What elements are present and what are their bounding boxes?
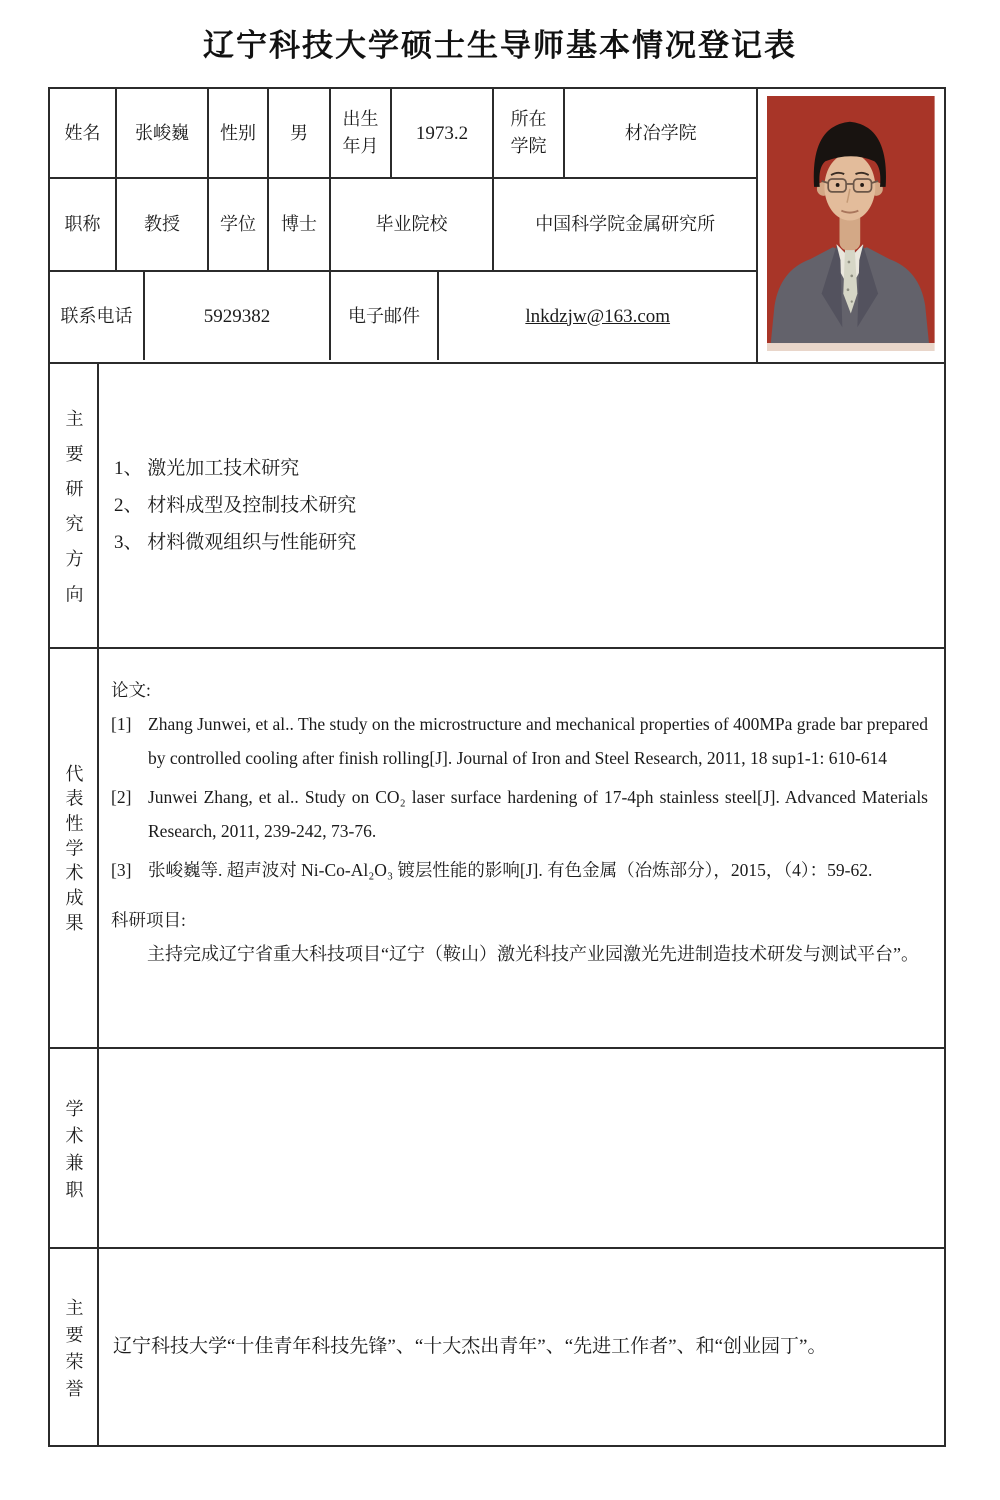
email-label: 电子邮件	[331, 272, 439, 360]
projects-heading: 科研项目:	[111, 910, 186, 930]
college-value: 材冶学院	[624, 122, 697, 143]
main-honors-content	[99, 1249, 944, 1445]
gender-label: 性别	[209, 89, 269, 177]
degree-value: 博士	[269, 179, 331, 270]
honors-text: 辽宁科技大学“十佳青年科技先锋”、“十大杰出青年”、“先进工作者”、和“创业园丁”。	[113, 1336, 827, 1357]
academic-positions-label: 学术兼职	[50, 1049, 99, 1247]
name-label: 姓名	[50, 89, 117, 177]
basic-info-block	[50, 89, 944, 364]
face-shape	[825, 153, 876, 220]
paper-item	[111, 853, 928, 887]
birth-label: 出生年月	[331, 89, 392, 177]
project-text: 主持完成辽宁省重大科技项目“辽宁（鞍山）激光科技产业园激光先进制造技术研发与测试平台”。	[147, 944, 919, 964]
section-academic-achievements	[50, 649, 944, 1049]
basic-info-rows	[50, 89, 758, 362]
row-phone-email	[50, 272, 756, 360]
birth-value: 1973.2	[392, 89, 494, 177]
paper-text: Zhang Junwei, et al.. The study on the microstructure and mechanical properties of 400MPa grade bar prepared by controlled cooling after finish rolling[J]. Journal of Iron and Steel Research, 2011, 18 sup1-1: 610-614	[148, 714, 928, 768]
alma-mater-value: 中国科学院金属研究所	[535, 214, 716, 234]
papers-heading: 论文:	[111, 680, 151, 700]
registration-form-table	[48, 87, 946, 1447]
row-title-degree-school	[50, 179, 756, 272]
paper-marker: [1]	[111, 714, 132, 734]
section-academic-positions	[50, 1049, 944, 1249]
photo-cell	[758, 89, 944, 362]
alma-mater-label: 毕业院校	[331, 179, 494, 270]
paper-item	[111, 707, 928, 775]
section-main-honors	[50, 1249, 944, 1445]
research-item: 1、 激光加工技术研究	[114, 458, 300, 479]
academic-positions-content	[99, 1049, 944, 1247]
prof-title-value: 教授	[117, 179, 209, 270]
supervisor-photo	[767, 96, 935, 351]
main-honors-label: 主要荣誉	[50, 1249, 99, 1445]
phone-label: 联系电话	[50, 272, 145, 360]
phone-value: 5929382	[145, 272, 331, 360]
gender-value: 男	[269, 89, 331, 177]
name-value: 张峻巍	[117, 89, 209, 177]
academic-achievements-label: 代表性学术成果	[50, 649, 99, 1047]
paper-marker: [3]	[111, 860, 132, 880]
email-link[interactable]: lnkdzjw@163.com	[525, 305, 671, 327]
research-item: 3、 材料微观组织与性能研究	[114, 532, 357, 553]
row-name-gender-birth-college	[50, 89, 756, 179]
research-item: 2、 材料成型及控制技术研究	[114, 495, 357, 516]
photo-bottom-strip	[767, 343, 935, 351]
paper-item	[111, 780, 928, 848]
paper-marker: [2]	[111, 787, 132, 807]
degree-label: 学位	[209, 179, 269, 270]
page-title: 辽宁科技大学硕士生导师基本情况登记表	[203, 28, 797, 64]
prof-title-label: 职称	[50, 179, 117, 270]
research-directions-label: 主要研究方向	[50, 364, 99, 647]
college-label: 所在学院	[494, 89, 565, 177]
section-research-directions	[50, 364, 944, 649]
paper-text: Junwei Zhang, et al.. Study on CO₂ laser surface hardening of 17-4ph stainless steel[J]. Advanced Materials Research, 2011, 239-242, 73-76.	[148, 787, 928, 841]
academic-achievements-content	[99, 649, 944, 1047]
research-directions-content	[99, 364, 944, 647]
paper-text: 张峻巍等. 超声波对 Ni-Co-Al₂O₃ 镀层性能的影响[J]. 有色金属（冶炼部分），2015，（4）：59-62.	[148, 860, 873, 880]
